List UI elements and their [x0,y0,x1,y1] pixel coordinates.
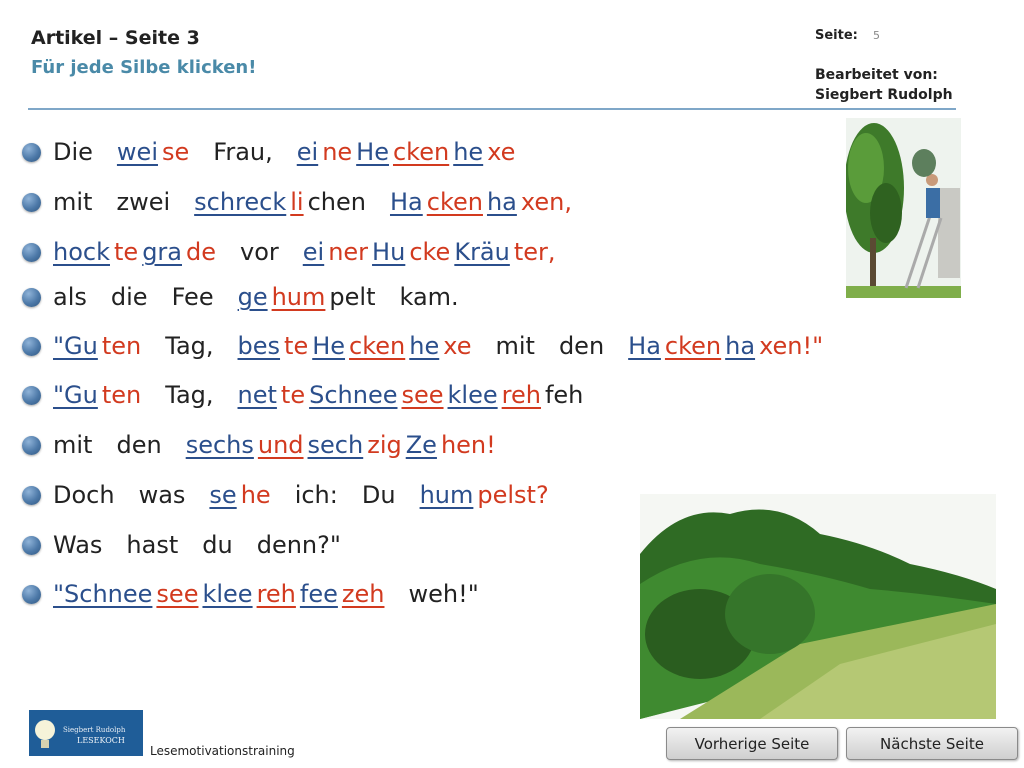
syllable[interactable]: weh!" [408,580,479,608]
syllable[interactable]: Tag, [165,332,214,360]
syllable[interactable]: zwei [116,188,171,216]
syllable[interactable]: Kräu [454,238,510,266]
syllable[interactable]: klee [202,580,253,608]
syllable[interactable]: xe [487,138,516,166]
line-text [53,188,572,216]
syllable[interactable]: ei [296,138,319,166]
syllable[interactable]: Hu [372,238,406,266]
line-text [53,238,556,266]
text-line [22,381,583,409]
syllable[interactable]: "Gu [53,332,98,360]
header-divider [28,108,956,110]
text-line [22,332,823,360]
syllable[interactable]: wei [116,138,158,166]
line-text [53,283,459,311]
text-line [22,481,549,509]
line-text [53,431,496,459]
syllable[interactable]: gra [142,238,182,266]
syllable[interactable]: reh [256,580,296,608]
syllable[interactable]: was [138,481,186,509]
syllable[interactable]: te [114,238,139,266]
hedge-picture [640,494,996,719]
syllable[interactable]: feh [544,381,584,409]
edited-by-label: Bearbeitet von: [815,67,938,83]
logo-name-text: LESEKOCH [77,736,125,745]
syllable[interactable]: chen [307,188,366,216]
syllable[interactable]: Doch [53,481,115,509]
syllable[interactable]: Fee [171,283,214,311]
line-text [53,481,549,509]
syllable[interactable]: mit [495,332,535,360]
line-bullet-icon[interactable] [22,585,41,604]
lesekoch-logo [29,710,143,756]
syllable[interactable]: te [284,332,309,360]
syllable[interactable]: hock [53,238,110,266]
syllable[interactable]: Ha [389,188,423,216]
syllable[interactable]: du [202,531,233,559]
syllable[interactable]: den [558,332,605,360]
syllable[interactable]: cken [392,138,450,166]
syllable[interactable]: Was [53,531,103,559]
syllable[interactable]: mit [53,188,93,216]
syllable[interactable]: zig [367,431,402,459]
syllable[interactable]: "Schnee [53,580,153,608]
line-bullet-icon[interactable] [22,337,41,356]
syllable[interactable]: Frau, [213,138,273,166]
syllable[interactable]: He [312,332,346,360]
text-line [22,431,496,459]
tree-picture [846,118,961,298]
line-bullet-icon[interactable] [22,536,41,555]
syllable[interactable]: ten [101,332,142,360]
syllable[interactable]: vor [240,238,279,266]
line-bullet-icon[interactable] [22,143,41,162]
syllable[interactable]: he [453,138,484,166]
text-line [22,188,572,216]
syllable[interactable]: pelst? [477,481,549,509]
syllable[interactable]: cken [664,332,722,360]
syllable[interactable]: xe [443,332,472,360]
syllable[interactable]: ne [322,138,353,166]
syllable[interactable]: ha [486,188,517,216]
line-text [53,381,583,409]
page-label: Seite: [815,28,858,43]
syllable[interactable]: kam. [399,283,459,311]
line-bullet-icon[interactable] [22,386,41,405]
syllable[interactable]: xen, [520,188,572,216]
syllable[interactable]: klee [447,381,498,409]
syllable[interactable]: mit [53,431,93,459]
syllable[interactable]: und [257,431,304,459]
syllable[interactable]: ha [725,332,756,360]
syllable[interactable]: pelt [329,283,376,311]
syllable[interactable]: se [161,138,190,166]
syllable[interactable]: denn?" [256,531,341,559]
footer-label: Lesemotivationstraining [150,744,295,758]
syllable[interactable]: fee [299,580,338,608]
syllable[interactable]: hum [419,481,474,509]
logo-author-text: Siegbert Rudolph [63,726,126,734]
syllable[interactable]: "Gu [53,381,98,409]
syllable[interactable]: ei [302,238,325,266]
syllable[interactable]: Ha [628,332,661,360]
syllable[interactable]: li [290,188,304,216]
syllable[interactable]: se [209,481,237,509]
syllable[interactable]: bes [237,332,281,360]
line-text [53,531,341,559]
line-text [53,332,823,360]
syllable[interactable]: hast [126,531,179,559]
syllable[interactable]: he [240,481,271,509]
syllable[interactable]: reh [501,381,541,409]
syllable[interactable]: hen! [440,431,496,459]
line-bullet-icon[interactable] [22,486,41,505]
syllable[interactable]: He [356,138,389,166]
text-line [22,531,341,559]
text-line [22,238,556,266]
page-title: Artikel – Seite 3 [31,27,200,49]
line-text [53,138,515,166]
line-text [53,580,479,608]
author-name: Siegbert Rudolph [815,87,953,103]
syllable[interactable]: als [53,283,87,311]
syllable[interactable]: sech [307,431,364,459]
syllable[interactable]: zeh [341,580,385,608]
syllable[interactable]: sechs [185,431,254,459]
text-line [22,138,515,166]
previous-page-button[interactable]: Vorherige Seite [666,727,838,760]
syllable[interactable]: Die [53,138,93,166]
syllable[interactable]: see [156,580,199,608]
syllable[interactable]: de [186,238,216,266]
syllable[interactable]: te [280,381,306,409]
syllable[interactable]: cke [409,238,451,266]
syllable[interactable]: he [409,332,440,360]
line-bullet-icon[interactable] [22,288,41,307]
syllable[interactable]: cken [426,188,483,216]
syllable[interactable]: see [401,381,444,409]
page-number: 5 [873,29,880,42]
syllable[interactable]: ter, [513,238,556,266]
syllable[interactable]: Schnee [309,381,398,409]
syllable[interactable]: Tag, [165,381,214,409]
text-line [22,283,459,311]
syllable[interactable]: ner [328,238,369,266]
syllable[interactable]: schreck [194,188,287,216]
syllable[interactable]: Du [361,481,396,509]
syllable[interactable]: ten [101,381,142,409]
line-bullet-icon[interactable] [22,243,41,262]
syllable[interactable]: cken [349,332,406,360]
syllable[interactable]: hum [271,283,326,311]
syllable[interactable]: Ze [405,431,437,459]
syllable[interactable]: den [116,431,162,459]
syllable[interactable]: ge [237,283,268,311]
syllable[interactable]: net [237,381,277,409]
page-subtitle: Für jede Silbe klicken! [31,57,257,78]
text-line [22,580,479,608]
line-bullet-icon[interactable] [22,436,41,455]
next-page-button[interactable]: Nächste Seite [846,727,1018,760]
syllable[interactable]: die [110,283,148,311]
line-bullet-icon[interactable] [22,193,41,212]
syllable[interactable]: ich: [294,481,338,509]
syllable[interactable]: xen!" [759,332,824,360]
